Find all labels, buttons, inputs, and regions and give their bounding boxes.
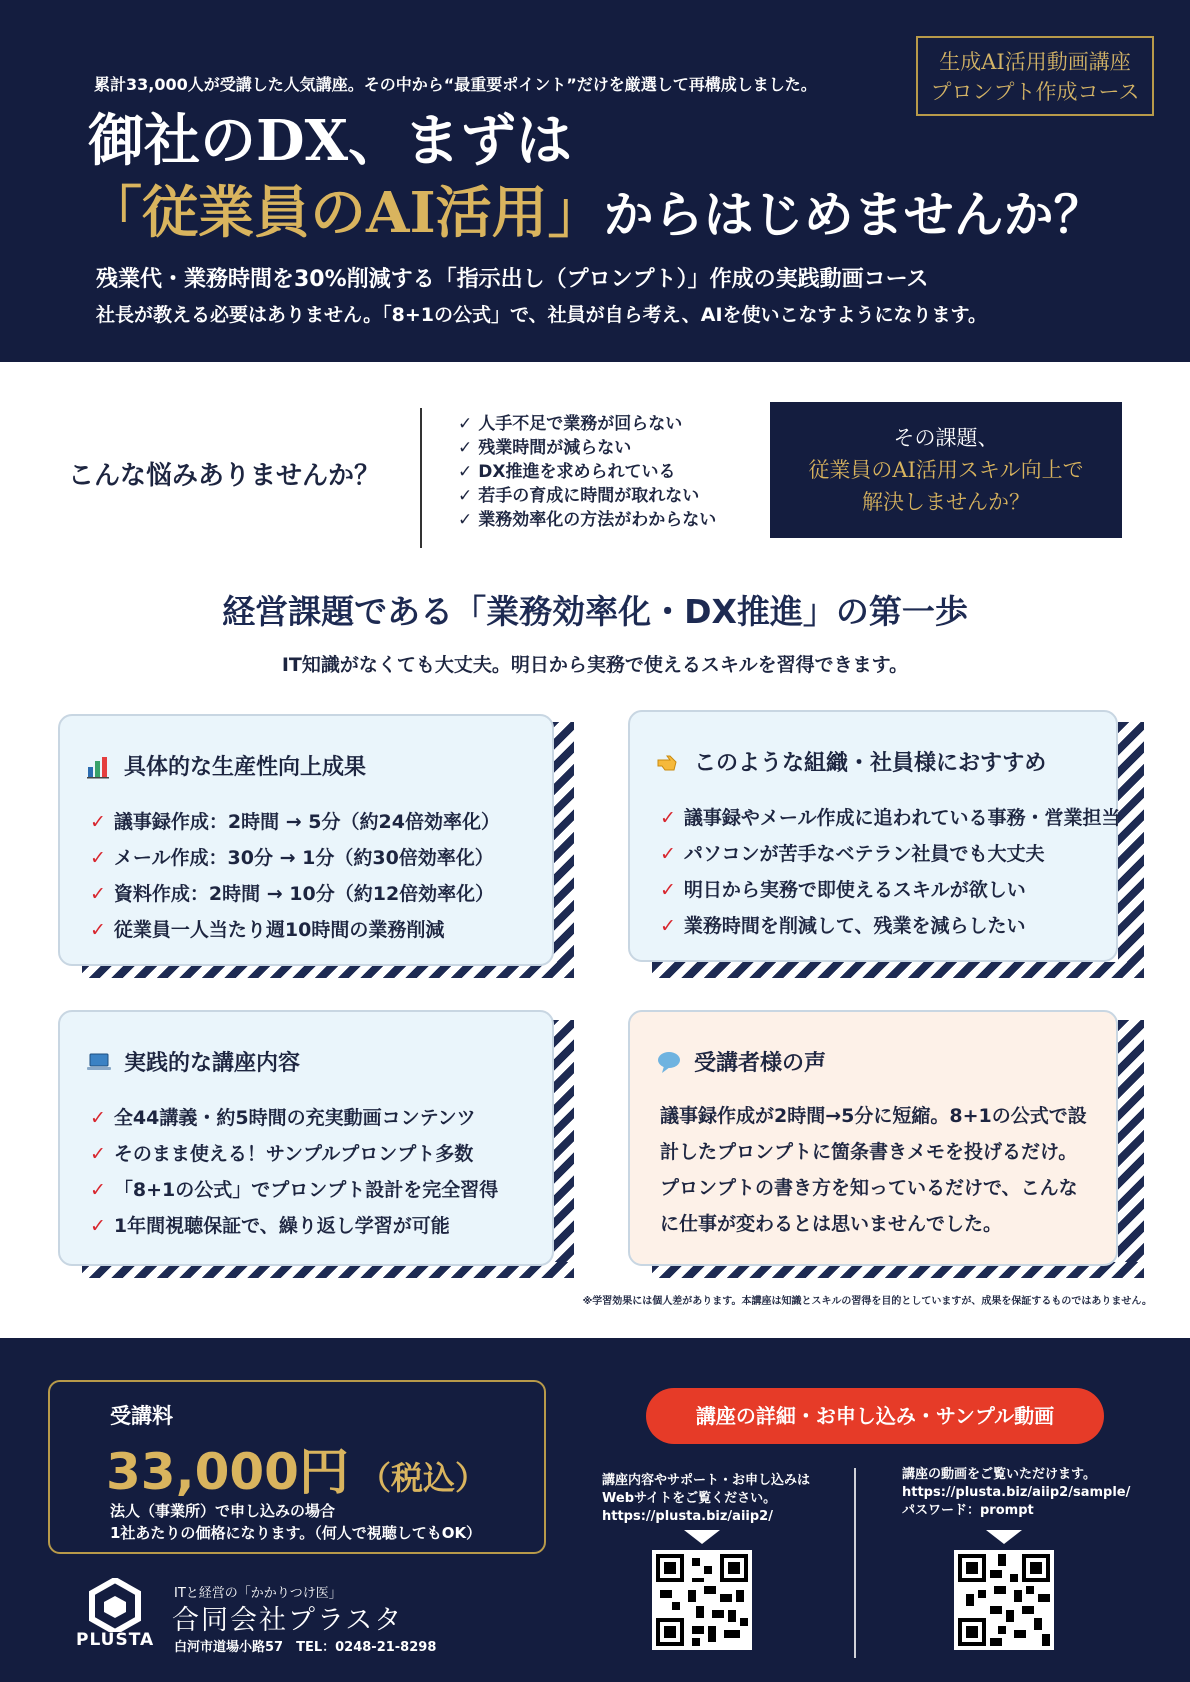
card-stripe-right bbox=[1118, 1020, 1144, 1274]
list-item: ✓ 人手不足で業務が回らない bbox=[458, 414, 683, 434]
pain-question: こんな悩みありませんか？ bbox=[68, 461, 381, 491]
company-name: 合同会社プラスタ bbox=[172, 1605, 404, 1636]
plusta-logo-icon bbox=[78, 1578, 152, 1632]
hero-title-line1: 御社のDX、まずは bbox=[88, 108, 573, 174]
check-icon: ✓ bbox=[90, 811, 106, 833]
pain-list bbox=[458, 412, 716, 532]
arrow-down-icon bbox=[684, 1530, 720, 1544]
company-address: 白河市道場小路57 TEL：0248-21-8298 bbox=[174, 1640, 437, 1655]
disclaimer: ※学習効果には個人差があります。本講座は知識とスキルの習得を目的としていますが、成果を保証するものではありません。 bbox=[582, 1296, 1152, 1307]
recommend-card-title: このような組織・社員様におすすめ bbox=[694, 751, 1047, 776]
list-item: ✓ 資料作成：2時間 → 10分（約12倍効率化） bbox=[90, 883, 495, 905]
check-icon: ✓ bbox=[90, 847, 106, 869]
hero-title-line2 bbox=[86, 176, 1104, 252]
course-tag-line2: プロンプト作成コース bbox=[930, 80, 1140, 104]
hero-banner bbox=[0, 0, 1190, 362]
hero-lead: 累計33,000人が受講した人気講座。その中から“最重要ポイント”だけを厳選して再構成しました。 bbox=[94, 75, 817, 94]
check-icon: ✓ bbox=[660, 843, 676, 865]
list-item: ✓ 若手の育成に時間が取れない bbox=[458, 486, 700, 506]
pain-box-line1: その課題、 bbox=[893, 426, 999, 450]
check-icon: ✓ bbox=[458, 414, 473, 434]
check-icon: ✓ bbox=[458, 486, 473, 506]
hero-title-highlight: 「従業員のAI活用」 bbox=[86, 180, 604, 246]
card-stripe-bottom bbox=[652, 962, 1144, 978]
pain-solution-box bbox=[770, 402, 1122, 538]
cta-button[interactable]: 講座の詳細・お申し込み・サンプル動画 bbox=[646, 1388, 1104, 1444]
fee-note: 法人（事業所）で申し込みの場合 1社あたりの価格になります。（何人で視聴してもOK） bbox=[110, 1502, 482, 1542]
card-stripe-right bbox=[1118, 722, 1144, 972]
check-icon: ✓ bbox=[90, 1179, 106, 1201]
voice-card-header bbox=[656, 1046, 826, 1077]
content-card-header bbox=[86, 1046, 300, 1077]
recommend-card bbox=[628, 710, 1121, 962]
company-tagline: ITと経営の「かかりつけ医」 bbox=[174, 1586, 342, 1601]
voice-card bbox=[628, 1010, 1118, 1266]
list-item: ✓ 議事録作成：2時間 → 5分（約24倍効率化） bbox=[90, 811, 500, 833]
pointing-hand-icon bbox=[656, 749, 682, 775]
content-list bbox=[90, 1100, 498, 1244]
results-card-header bbox=[86, 750, 366, 781]
sample-url[interactable]: https://plusta.biz/aiip2/sample/ bbox=[902, 1485, 1131, 1500]
footer-divider bbox=[854, 1468, 856, 1658]
check-icon: ✓ bbox=[660, 807, 676, 829]
list-item: ✓ 業務効率化の方法がわからない bbox=[458, 510, 717, 530]
website-info: 講座内容やサポート・お申し込みは Webサイトをご覧ください。 https://plusta.biz/aiip2/ bbox=[602, 1473, 811, 1524]
check-icon: ✓ bbox=[660, 879, 676, 901]
check-icon: ✓ bbox=[90, 883, 106, 905]
check-icon: ✓ bbox=[660, 915, 676, 937]
qr-code-sample[interactable] bbox=[954, 1550, 1054, 1650]
sample-password: パスワード：prompt bbox=[902, 1503, 1034, 1518]
logo-wordmark: PLUSTA bbox=[76, 1630, 155, 1650]
list-item: ✓ メール作成：30分 → 1分（約30倍効率化） bbox=[90, 847, 494, 869]
list-item: ✓ 残業時間が減らない bbox=[458, 438, 632, 458]
results-list bbox=[90, 804, 500, 948]
recommend-card-header bbox=[656, 746, 1046, 777]
list-item: ✓ パソコンが苦手なベテラン社員でも大丈夫 bbox=[660, 843, 1045, 865]
list-item: ✓ 1年間視聴保証で、繰り返し学習が可能 bbox=[90, 1215, 450, 1237]
voice-card-title: 受講者様の声 bbox=[694, 1051, 827, 1076]
results-card bbox=[58, 714, 554, 966]
sample-info: 講座の動画をご覧いただけます。 https://plusta.biz/aiip2/sample/ パスワード：prompt bbox=[902, 1467, 1131, 1518]
content-card bbox=[58, 1010, 554, 1266]
check-icon: ✓ bbox=[90, 1215, 106, 1237]
list-item: ✓ 全44講義・約5時間の充実動画コンテンツ bbox=[90, 1107, 476, 1129]
list-item: ✓ 明日から実務で即使えるスキルが欲しい bbox=[660, 879, 1026, 901]
list-item: ✓ 「8+1の公式」でプロンプト設計を完全習得 bbox=[90, 1179, 499, 1201]
check-icon: ✓ bbox=[458, 462, 473, 482]
list-item: ✓ DX推進を求められている bbox=[458, 462, 676, 482]
section-title: 経営課題である「業務効率化・DX推進」の第一歩 bbox=[222, 592, 968, 631]
course-tag bbox=[916, 36, 1154, 116]
footer bbox=[0, 1338, 1190, 1682]
arrow-down-icon bbox=[986, 1530, 1022, 1544]
pain-divider bbox=[420, 408, 422, 548]
results-card-title: 具体的な生産性向上成果 bbox=[124, 755, 367, 780]
content-card-title: 実践的な講座内容 bbox=[124, 1051, 301, 1076]
pain-box-line3: 解決しませんか？ bbox=[862, 490, 1030, 514]
recommend-list bbox=[660, 800, 1121, 944]
voice-text: 議事録作成が2時間→5分に短縮。8+1の公式で設計したプロンプトに箇条書きメモを投げるだけ。プロンプトの書き方を知っているだけで、こんなに仕事が変わるとは思いませんでした。 bbox=[660, 1105, 1087, 1235]
check-icon: ✓ bbox=[90, 1107, 106, 1129]
check-icon: ✓ bbox=[90, 919, 106, 941]
pain-box-line2: 従業員のAI活用スキル向上で bbox=[808, 458, 1084, 482]
list-item: ✓ そのまま使える！サンプルプロンプト多数 bbox=[90, 1143, 474, 1165]
course-tag-line1: 生成AI活用動画講座 bbox=[939, 50, 1131, 74]
fee-price: 33,000円 （税込） bbox=[106, 1443, 487, 1501]
check-icon: ✓ bbox=[458, 510, 473, 530]
check-icon: ✓ bbox=[90, 1143, 106, 1165]
website-url[interactable]: https://plusta.biz/aiip2/ bbox=[602, 1509, 773, 1524]
laptop-icon bbox=[86, 1049, 112, 1075]
fee-box bbox=[48, 1380, 546, 1554]
fee-label: 受講料 bbox=[110, 1404, 173, 1428]
fee-tax: （税込） bbox=[358, 1459, 487, 1497]
hero-subtitle-1: 残業代・業務時間を30%削減する「指示出し（プロンプト）」作成の実践動画コース bbox=[96, 267, 929, 292]
list-item: ✓ 従業員一人当たり週10時間の業務削減 bbox=[90, 919, 445, 941]
hero-subtitle-2: 社長が教える必要はありません。「8+1の公式」で、社員が自ら考え、AIを使いこなすようになります。 bbox=[96, 304, 988, 326]
check-icon: ✓ bbox=[458, 438, 473, 458]
section-subtitle: IT知識がなくても大丈夫。明日から実務で使えるスキルを習得できます。 bbox=[281, 654, 909, 676]
hero-title-rest: からはじめませんか？ bbox=[603, 185, 1104, 244]
speech-bubble-icon bbox=[656, 1049, 682, 1075]
list-item: ✓ 議事録やメール作成に追われている事務・営業担当 bbox=[660, 807, 1121, 829]
bar-chart-icon bbox=[86, 753, 112, 779]
qr-code-website[interactable] bbox=[652, 1550, 752, 1650]
list-item: ✓ 業務時間を削減して、残業を減らしたい bbox=[660, 915, 1026, 937]
